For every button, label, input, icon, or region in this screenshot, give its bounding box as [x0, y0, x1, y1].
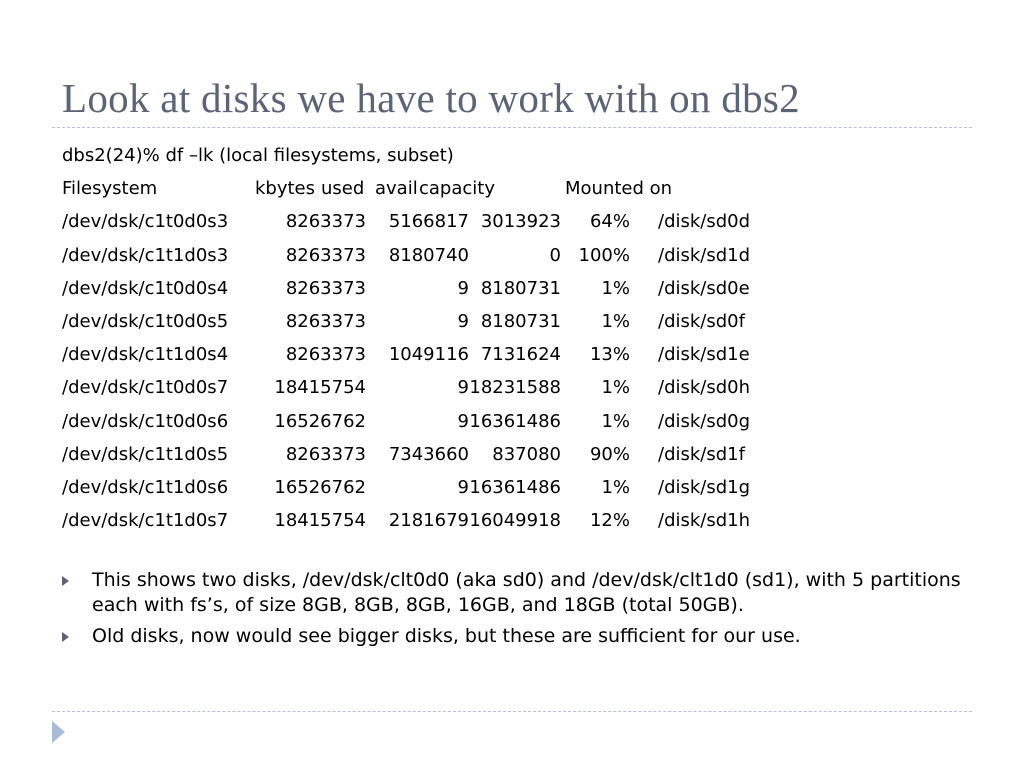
df-cell-capacity: 1% — [601, 410, 630, 432]
df-cell-avail: 16361486 — [469, 410, 561, 432]
df-cell-filesystem: /dev/dsk/c1t1d0s3 — [62, 244, 229, 266]
df-cell-kbytes: 18415754 — [274, 377, 366, 399]
df-cell-avail: 0 — [549, 244, 561, 266]
df-row — [62, 371, 962, 404]
df-cell-capacity: 100% — [578, 244, 630, 266]
df-cell-kbytes: 16526762 — [274, 476, 366, 498]
df-cell-used: 2181679 — [388, 510, 469, 532]
df-cell-used: 1049116 — [388, 344, 469, 366]
df-cell-used: 9 — [457, 310, 469, 332]
df-cell-mount: /disk/sd0e — [658, 277, 750, 299]
df-cell-avail: 16361486 — [469, 476, 561, 498]
df-cell-mount: /disk/sd0d — [658, 211, 751, 233]
df-cell-kbytes: 16526762 — [274, 410, 366, 432]
df-cell-used: 9 — [457, 410, 469, 432]
slide-title: Look at disks we have to work with on dbs2 — [62, 75, 800, 121]
df-cell-mount: /disk/sd1f — [658, 443, 745, 465]
df-cell-used: 8180740 — [388, 244, 469, 266]
df-row — [62, 239, 962, 272]
df-cell-filesystem: /dev/dsk/c1t1d0s4 — [62, 344, 229, 366]
header-capacity: capacity — [419, 178, 495, 200]
df-cell-kbytes: 18415754 — [274, 510, 366, 532]
df-row — [62, 305, 962, 338]
header-used: used — [321, 178, 365, 200]
df-cell-capacity: 1% — [601, 476, 630, 498]
df-cell-used: 9 — [457, 277, 469, 299]
command-text: dbs2(24)% df –lk (local filesystems, subset) — [62, 145, 454, 166]
df-cell-filesystem: /dev/dsk/c1t1d0s5 — [62, 443, 229, 465]
df-cell-filesystem: /dev/dsk/c1t0d0s7 — [62, 377, 229, 399]
df-row — [62, 471, 962, 504]
df-cell-mount: /disk/sd1d — [658, 244, 751, 266]
df-cell-mount: /disk/sd1h — [658, 510, 751, 532]
bullet-list — [62, 568, 962, 655]
title-divider — [52, 127, 972, 128]
df-cell-used: 7343660 — [388, 443, 469, 465]
header-mounted-on: Mounted on — [565, 178, 673, 200]
footer-divider — [52, 711, 972, 712]
df-cell-avail: 16049918 — [469, 510, 561, 532]
df-cell-avail: 8180731 — [480, 310, 561, 332]
df-cell-mount: /disk/sd0g — [658, 410, 751, 432]
df-cell-used: 9 — [457, 377, 469, 399]
df-cell-capacity: 13% — [589, 344, 630, 366]
df-cell-used: 5166817 — [388, 211, 469, 233]
df-row — [62, 438, 962, 471]
header-avail: avail — [375, 178, 418, 200]
df-cell-kbytes: 8263373 — [285, 277, 366, 299]
df-cell-filesystem: /dev/dsk/c1t0d0s3 — [62, 211, 229, 233]
df-cell-mount: /disk/sd0f — [658, 310, 745, 332]
bullet-arrow-icon — [62, 576, 69, 586]
df-cell-avail: 18231588 — [469, 377, 561, 399]
df-cell-filesystem: /dev/dsk/c1t1d0s7 — [62, 510, 229, 532]
df-cell-kbytes: 8263373 — [285, 344, 366, 366]
df-cell-avail: 8180731 — [480, 277, 561, 299]
df-cell-capacity: 1% — [601, 277, 630, 299]
header-kbytes: kbytes — [255, 178, 316, 200]
df-cell-capacity: 64% — [589, 211, 630, 233]
header-filesystem: Filesystem — [62, 178, 158, 200]
df-cell-avail: 7131624 — [480, 344, 561, 366]
df-cell-mount: /disk/sd0h — [658, 377, 751, 399]
df-cell-filesystem: /dev/dsk/c1t0d0s5 — [62, 310, 229, 332]
df-row — [62, 405, 962, 438]
df-header-row — [62, 172, 962, 205]
df-cell-mount: /disk/sd1g — [658, 476, 751, 498]
df-cell-capacity: 90% — [589, 443, 630, 465]
df-cell-kbytes: 8263373 — [285, 244, 366, 266]
df-cell-used: 9 — [457, 476, 469, 498]
df-row — [62, 205, 962, 238]
bullet-arrow-icon — [62, 632, 69, 642]
bullet-text: This shows two disks, /dev/dsk/clt0d0 (aka sd0) and /dev/dsk/clt1d0 (sd1), with 5 partitions each with fs’s, of size 8GB, 8GB, 8GB, 16GB, and 18GB (total 50GB). — [92, 569, 961, 616]
df-row — [62, 504, 962, 537]
df-cell-filesystem: /dev/dsk/c1t1d0s6 — [62, 476, 229, 498]
df-cell-avail: 3013923 — [480, 211, 561, 233]
df-cell-kbytes: 8263373 — [285, 211, 366, 233]
df-output — [62, 139, 962, 537]
df-row — [62, 272, 962, 305]
df-rows — [62, 205, 962, 537]
bullet-item — [62, 568, 962, 618]
df-cell-mount: /disk/sd1e — [658, 344, 750, 366]
df-cell-filesystem: /dev/dsk/c1t0d0s4 — [62, 277, 229, 299]
df-cell-capacity: 1% — [601, 377, 630, 399]
command-line — [62, 139, 962, 172]
df-cell-filesystem: /dev/dsk/c1t0d0s6 — [62, 410, 229, 432]
df-cell-kbytes: 8263373 — [285, 443, 366, 465]
bullet-item — [62, 624, 962, 649]
bullet-text: Old disks, now would see bigger disks, but these are sufficient for our use. — [92, 625, 801, 647]
df-cell-avail: 837080 — [492, 443, 561, 465]
df-cell-kbytes: 8263373 — [285, 310, 366, 332]
df-row — [62, 338, 962, 371]
next-slide-arrow-icon[interactable] — [52, 721, 65, 743]
df-cell-capacity: 1% — [601, 310, 630, 332]
df-cell-capacity: 12% — [589, 510, 630, 532]
